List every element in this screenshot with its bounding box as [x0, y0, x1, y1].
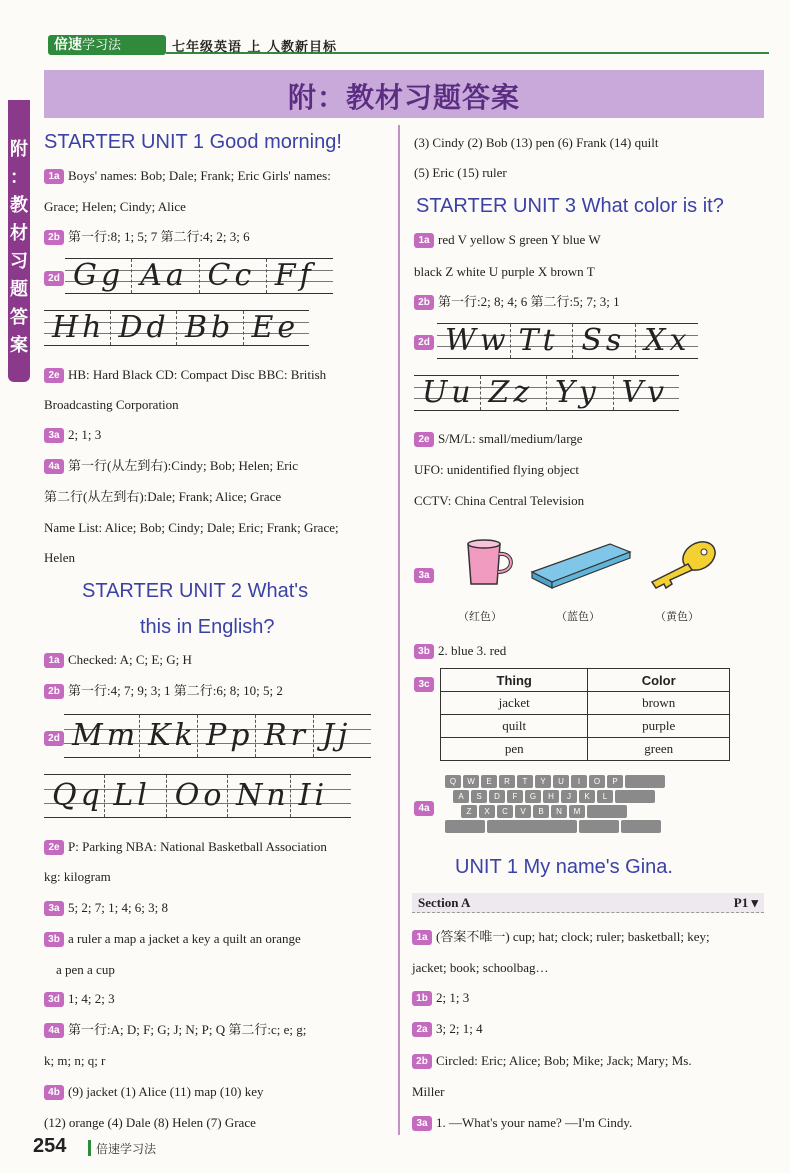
- exercise-tag: 3b: [44, 932, 64, 947]
- answer-text: a ruler a map a jacket a key a quilt an orange: [68, 931, 301, 946]
- su2-3b-line1: [44, 931, 301, 948]
- answer-text: 2; 1; 3: [68, 427, 102, 442]
- keyboard-key: L: [597, 790, 613, 803]
- keyboard-key: R: [499, 775, 515, 788]
- logo-sub-text: 学习法: [82, 38, 122, 53]
- keyboard-key: [615, 790, 655, 803]
- handwriting-letter-pair: Dd: [110, 311, 177, 345]
- exercise-tag: 2d: [414, 335, 434, 350]
- u1-2b-line1: [412, 1053, 692, 1070]
- su1-1a-line1: [44, 168, 331, 185]
- su2-4b-line2: (12) orange (4) Dale (8) Helen (7) Grace: [44, 1115, 256, 1130]
- exercise-tag: 2d: [44, 271, 64, 286]
- section-label: Section A: [418, 895, 471, 910]
- side-tab-char: 附: [10, 139, 28, 160]
- answer-text: 1; 4; 2; 3: [68, 991, 115, 1006]
- thing-color-table: [440, 668, 730, 761]
- exercise-tag: 2e: [44, 840, 64, 855]
- section-bar: [412, 893, 764, 913]
- handwriting-letter-pair: Ss: [572, 324, 635, 358]
- su3-2b: [414, 294, 620, 311]
- keyboard-image: [445, 775, 720, 837]
- side-tab-char: 教: [10, 195, 28, 216]
- answer-text: 第一行:A; D; F; G; J; N; P; Q 第二行:c; e; g;: [68, 1022, 307, 1037]
- answer-text: (答案不唯一) cup; hat; clock; ruler; basketball; key;: [436, 929, 710, 944]
- keyboard-key: H: [543, 790, 559, 803]
- pink-cup-image: [460, 538, 522, 590]
- table-cell: green: [588, 738, 730, 761]
- keyboard-row: [445, 805, 720, 818]
- exercise-tag: 4b: [44, 1085, 64, 1100]
- su3-3c-tag: [414, 676, 438, 693]
- keyboard-key: K: [579, 790, 595, 803]
- su2-4a-line1: [44, 1022, 306, 1039]
- answer-text: Circled: Eric; Alice; Bob; Mike; Jack; Mary; Ms.: [436, 1053, 692, 1068]
- answer-text: 2; 1; 3: [436, 990, 470, 1005]
- su3-4a-tag: [414, 800, 438, 817]
- exercise-tag: 3a: [412, 1116, 432, 1131]
- banner-title: 附：教材习题答案: [287, 81, 520, 114]
- keyboard-key: I: [571, 775, 587, 788]
- exercise-tag: 1a: [44, 653, 64, 668]
- keyboard-key: E: [481, 775, 497, 788]
- su3-2d-writing-row2: [414, 375, 679, 411]
- keyboard-row: [445, 790, 720, 803]
- starter-unit-1-title: STARTER UNIT 1 Good morning!: [44, 131, 342, 153]
- su3-2e-line3: CCTV: China Central Television: [414, 493, 585, 508]
- logo-main-text: 倍速: [54, 37, 82, 53]
- side-tab-char: 题: [10, 279, 28, 300]
- exercise-tag: 4a: [414, 801, 434, 816]
- answer-text: P: Parking NBA: National Basketball Association: [68, 839, 327, 854]
- answer-text: 2. blue 3. red: [438, 643, 507, 658]
- answer-text: Checked: A; C; E; G; H: [68, 652, 192, 667]
- keyboard-key: U: [553, 775, 569, 788]
- answer-text: S/M/L: small/medium/large: [438, 431, 583, 446]
- exercise-tag: 3d: [44, 992, 64, 1007]
- handwriting-letter-pair: Kk: [139, 715, 197, 757]
- side-tab-text: [8, 136, 30, 360]
- handwriting-letter-pair: Aa: [131, 259, 198, 293]
- page-number: 254: [33, 1135, 67, 1157]
- su3-2d-writing-row1: [437, 323, 698, 359]
- su2-3b-line2: a pen a cup: [56, 962, 115, 977]
- su2-2e-line1: [44, 839, 327, 856]
- su1-4a-line4: Helen: [44, 550, 76, 565]
- answer-text: 5; 2; 7; 1; 4; 6; 3; 8: [68, 900, 169, 915]
- handwriting-letter-pair: Ll: [104, 775, 165, 817]
- exercise-tag: 1a: [414, 233, 434, 248]
- su3-3a-tag: [414, 567, 438, 584]
- su2-1a: [44, 652, 192, 669]
- section-page: P1 ▾: [733, 895, 758, 910]
- handwriting-letter-pair: Xx: [635, 324, 698, 358]
- su1-4a-line2: 第二行(从左到右):Dale; Frank; Alice; Grace: [44, 489, 282, 504]
- handwriting-letter-pair: Ff: [266, 259, 333, 293]
- su3-1a-line2: black Z white U purple X brown T: [414, 264, 595, 279]
- table-header-color: Color: [588, 669, 730, 692]
- handwriting-letter-pair: Hh: [52, 310, 106, 345]
- exercise-tag: 3b: [414, 644, 434, 659]
- column-divider: [398, 125, 400, 1135]
- answer-text: (9) jacket (1) Alice (11) map (10) key: [68, 1084, 264, 1099]
- section-banner: [44, 70, 764, 118]
- keyboard-key: [579, 820, 619, 833]
- exercise-tag: 2b: [414, 295, 434, 310]
- side-tab-char: 材: [10, 223, 28, 244]
- keyboard-key: C: [497, 805, 513, 818]
- answer-text: HB: Hard Black CD: Compact Disc BBC: British: [68, 367, 327, 382]
- su2-2b: [44, 683, 283, 700]
- exercise-tag: 4a: [44, 1023, 64, 1038]
- su2-3a: [44, 900, 168, 917]
- exercise-tag: 3a: [44, 428, 64, 443]
- keyboard-key: J: [561, 790, 577, 803]
- yellow-key-image: [644, 538, 720, 590]
- keyboard-key: Z: [461, 805, 477, 818]
- answer-text: 第一行:2; 8; 4; 6 第二行:5; 7; 3; 1: [438, 294, 620, 309]
- header-book-title: 七年级英语 上 人教新目标: [172, 40, 338, 55]
- table-row: [441, 692, 730, 715]
- blue-ruler-image: [528, 542, 634, 590]
- u1-3a: [412, 1115, 632, 1132]
- handwriting-letter-pair: Gg: [73, 258, 125, 293]
- keyboard-key: [487, 820, 577, 833]
- exercise-tag: 3a: [44, 901, 64, 916]
- footer-rule: [88, 1140, 91, 1156]
- su3-3b: [414, 643, 506, 660]
- su2-2d-writing-row1: [64, 714, 371, 758]
- keyboard-key: [587, 805, 627, 818]
- u1-1b: [412, 990, 469, 1007]
- su3-2d-tag: [414, 334, 438, 351]
- handwriting-letter-pair: Vv: [613, 376, 680, 410]
- handwriting-letter-pair: Uu: [422, 375, 475, 410]
- red-label: （红色）: [458, 610, 502, 623]
- exercise-tag: 3c: [414, 677, 434, 692]
- keyboard-row: [445, 775, 720, 788]
- side-tab-char: 案: [10, 335, 28, 356]
- keyboard-key: O: [589, 775, 605, 788]
- table-row: [441, 715, 730, 738]
- side-tab-char: ：: [10, 167, 28, 188]
- handwriting-letter-pair: Rr: [255, 715, 313, 757]
- keyboard-key: A: [453, 790, 469, 803]
- starter-unit-2-title-a: STARTER UNIT 2 What's: [82, 580, 309, 602]
- keyboard-row: [445, 820, 720, 833]
- table-cell: jacket: [441, 692, 588, 715]
- keyboard-key: P: [607, 775, 623, 788]
- keyboard-key: D: [489, 790, 505, 803]
- su2-3d: [44, 991, 115, 1008]
- handwriting-letter-pair: Bb: [176, 311, 243, 345]
- exercise-tag: 2b: [412, 1054, 432, 1069]
- keyboard-key: N: [551, 805, 567, 818]
- su2-4b-continued-line1: (3) Cindy (2) Bob (13) pen (6) Frank (14) quilt: [414, 135, 659, 150]
- exercise-tag: 2b: [44, 230, 64, 245]
- keyboard-key: M: [569, 805, 585, 818]
- exercise-tag: 1a: [44, 169, 64, 184]
- su1-2d-writing-row1: [65, 258, 333, 294]
- su1-4a-line1: [44, 458, 298, 475]
- su1-2b: [44, 229, 250, 246]
- answer-text: 第一行:8; 1; 5; 7 第二行:4; 2; 3; 6: [68, 229, 250, 244]
- unit-1-title: UNIT 1 My name's Gina.: [455, 856, 673, 878]
- keyboard-key: Y: [535, 775, 551, 788]
- exercise-tag: 2e: [44, 368, 64, 383]
- side-tab: [8, 100, 30, 382]
- su1-3a: [44, 427, 101, 444]
- blue-label: （蓝色）: [556, 610, 600, 623]
- handwriting-letter-pair: Nn: [227, 775, 290, 817]
- answer-text: 1. —What's your name? —I'm Cindy.: [436, 1115, 633, 1130]
- footer-brand: 倍速学习法: [96, 1142, 157, 1156]
- table-row: [441, 738, 730, 761]
- handwriting-letter-pair: Mm: [72, 718, 140, 753]
- table-cell: purple: [588, 715, 730, 738]
- handwriting-letter-pair: Oo: [166, 775, 227, 817]
- su2-4b-continued-line2: (5) Eric (15) ruler: [414, 165, 507, 180]
- page-header: [34, 32, 769, 58]
- su1-2e-line1: [44, 367, 326, 384]
- table-cell: pen: [441, 738, 588, 761]
- side-tab-char: 答: [10, 307, 28, 328]
- exercise-tag: 2b: [44, 684, 64, 699]
- keyboard-key: F: [507, 790, 523, 803]
- handwriting-letter-pair: Jj: [313, 715, 371, 757]
- su1-2d-writing-row2: [44, 310, 309, 346]
- keyboard-key: Q: [445, 775, 461, 788]
- handwriting-letter-pair: Qq: [52, 778, 104, 813]
- keyboard-key: T: [517, 775, 533, 788]
- starter-unit-2-title-b: this in English?: [140, 616, 275, 638]
- exercise-tag: 3a: [414, 568, 434, 583]
- keyboard-key: X: [479, 805, 495, 818]
- answer-text: Boys' names: Bob; Dale; Frank; Eric Girls' names:: [68, 168, 331, 183]
- brand-logo: [48, 35, 166, 55]
- handwriting-letter-pair: Zz: [480, 376, 547, 410]
- u1-2a: [412, 1021, 483, 1038]
- su2-2e-line2: kg: kilogram: [44, 869, 111, 884]
- su1-2e-line2: Broadcasting Corporation: [44, 397, 179, 412]
- su2-4b-line1: [44, 1084, 264, 1101]
- handwriting-letter-pair: Yy: [546, 376, 613, 410]
- table-cell: quilt: [441, 715, 588, 738]
- su3-2e-line1: [414, 431, 583, 448]
- handwriting-letter-pair: Ww: [445, 323, 510, 358]
- side-tab-char: 习: [10, 251, 28, 272]
- su1-4a-line3: Name List: Alice; Bob; Cindy; Dale; Eric; Frank; Grace;: [44, 520, 339, 535]
- exercise-tag: 4a: [44, 459, 64, 474]
- table-cell: brown: [588, 692, 730, 715]
- keyboard-key: G: [525, 790, 541, 803]
- exercise-tag: 1a: [412, 930, 432, 945]
- keyboard-key: S: [471, 790, 487, 803]
- exercise-tag: 2e: [414, 432, 434, 447]
- starter-unit-3-title: STARTER UNIT 3 What color is it?: [416, 195, 724, 217]
- answer-text: 3; 2; 1; 4: [436, 1021, 483, 1036]
- su2-4a-line2: k; m; n; q; r: [44, 1053, 106, 1068]
- u1-1a-line1: [412, 929, 710, 946]
- su3-1a-line1: [414, 232, 601, 249]
- su2-2d-writing-row2: [44, 774, 351, 818]
- answer-text: red V yellow S green Y blue W: [438, 232, 601, 247]
- su1-1a-line2: Grace; Helen; Cindy; Alice: [44, 199, 186, 214]
- exercise-tag: 2a: [412, 1022, 432, 1037]
- answer-text: 第一行(从左到右):Cindy; Bob; Helen; Eric: [68, 458, 299, 473]
- keyboard-key: [445, 820, 485, 833]
- exercise-tag: 1b: [412, 991, 432, 1006]
- u1-1a-line2: jacket; book; schoolbag…: [412, 960, 549, 975]
- table-header-thing: Thing: [441, 669, 588, 692]
- keyboard-key: V: [515, 805, 531, 818]
- exercise-tag: 2d: [44, 731, 64, 746]
- su3-2e-line2: UFO: unidentified flying object: [414, 462, 580, 477]
- yellow-label: （黄色）: [655, 610, 699, 623]
- handwriting-letter-pair: Ee: [243, 311, 310, 345]
- u1-2b-line2: Miller: [412, 1084, 445, 1099]
- handwriting-letter-pair: Cc: [199, 259, 266, 293]
- handwriting-letter-pair: Pp: [197, 715, 255, 757]
- handwriting-letter-pair: Ii: [290, 775, 351, 817]
- keyboard-key: [621, 820, 661, 833]
- keyboard-key: B: [533, 805, 549, 818]
- keyboard-key: W: [463, 775, 479, 788]
- keyboard-key: [625, 775, 665, 788]
- answer-text: 第一行:4; 7; 9; 3; 1 第二行:6; 8; 10; 5; 2: [68, 683, 283, 698]
- handwriting-letter-pair: Tt: [510, 324, 573, 358]
